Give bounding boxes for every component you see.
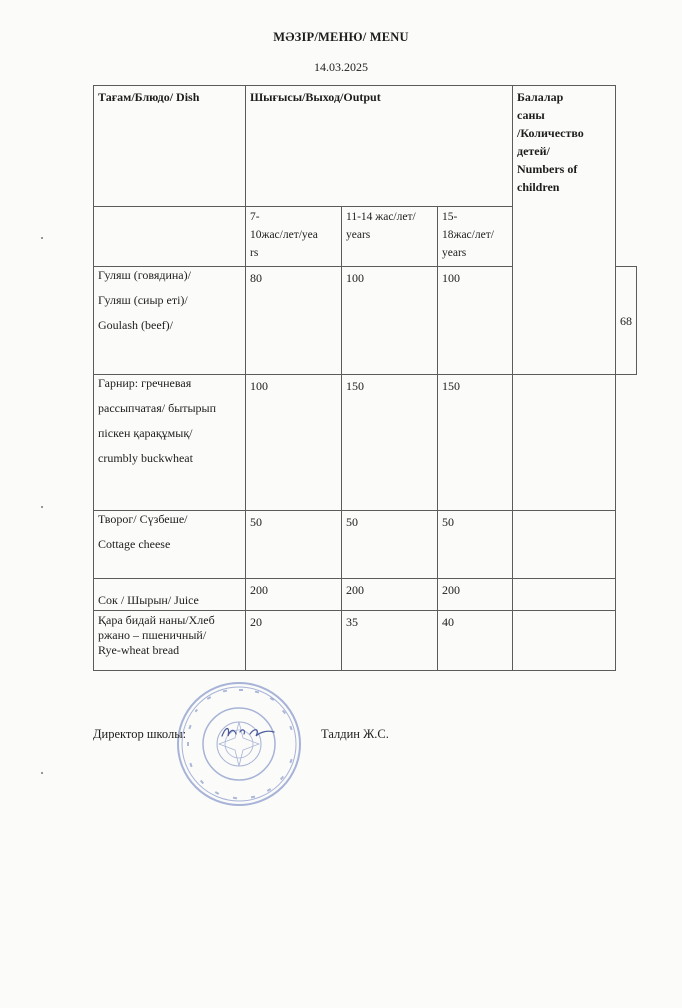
value-11-14: 100 — [342, 267, 438, 375]
header-children-line: Балалар — [517, 90, 564, 104]
dish-line: ржано – пшеничный/ — [98, 628, 207, 642]
value-15-18: 100 — [438, 267, 513, 375]
dish-line: Cottage cheese — [98, 537, 171, 551]
age-line: years — [442, 246, 467, 259]
value-15-18: 50 — [438, 511, 513, 579]
age-group-7-10 — [246, 207, 342, 267]
dish-line: Творог/ Сүзбеше/ — [98, 512, 188, 526]
value-15-18: 150 — [438, 375, 513, 511]
age-line: rs — [250, 246, 259, 259]
scan-speck — [41, 772, 43, 774]
empty-cell — [513, 611, 616, 671]
value-7-10: 50 — [246, 511, 342, 579]
director-name: Талдин Ж.С. — [321, 727, 389, 741]
empty-cell — [94, 207, 246, 267]
table-row — [94, 511, 637, 579]
value-11-14: 35 — [342, 611, 438, 671]
value-15-18: 200 — [438, 579, 513, 611]
dish-cell — [94, 611, 246, 671]
dish-line: піскен қарақұмық/ — [98, 426, 193, 440]
table-row — [94, 611, 637, 671]
page-title: МӘЗІР/МЕНЮ/ MENU — [273, 30, 409, 44]
dish-line: рассыпчатая/ бытырып — [98, 401, 217, 415]
director-label: Директор школы: — [93, 727, 187, 741]
value-11-14: 150 — [342, 375, 438, 511]
scan-speck — [41, 237, 43, 239]
director-signature — [218, 722, 278, 744]
value-7-10: 200 — [246, 579, 342, 611]
menu-table — [93, 85, 637, 671]
menu-date: 14.03.2025 — [314, 60, 368, 74]
header-children-line: children — [517, 180, 560, 194]
scan-speck — [41, 506, 43, 508]
dish-line: Rye-wheat bread — [98, 643, 180, 657]
age-line: 10жас/лет/yea — [250, 228, 318, 241]
header-children-line: Numbers of — [517, 162, 578, 176]
dish-cell — [94, 511, 246, 579]
age-line: 15- — [442, 211, 458, 223]
school-stamp — [175, 680, 303, 808]
value-7-10: 100 — [246, 375, 342, 511]
header-children — [513, 86, 616, 375]
dish-line: Қара бидай наны/Хлеб — [98, 613, 215, 627]
header-children-line: саны — [517, 108, 545, 122]
age-group-15-18 — [438, 207, 513, 267]
age-line: years — [346, 228, 371, 241]
age-group-11-14 — [342, 207, 438, 267]
dish-cell — [94, 267, 246, 375]
value-11-14: 50 — [342, 511, 438, 579]
dish-cell: Сок / Шырын/ Juice — [94, 579, 246, 611]
header-children-line: /Количество — [517, 126, 584, 140]
header-dish: Тағам/Блюдо/ Dish — [94, 86, 246, 207]
age-line: 11-14 жас/лет/ — [346, 211, 416, 223]
empty-cell — [513, 511, 616, 579]
value-7-10: 80 — [246, 267, 342, 375]
value-7-10: 20 — [246, 611, 342, 671]
table-header-row — [94, 86, 637, 207]
value-15-18: 40 — [438, 611, 513, 671]
dish-line: crumbly buckwheat — [98, 451, 193, 465]
table-row — [94, 375, 637, 511]
header-output: Шығысы/Выход/Output — [246, 86, 513, 207]
table-row — [94, 579, 637, 611]
children-count: 68 — [616, 267, 637, 375]
dish-cell — [94, 375, 246, 511]
dish-line: Гуляш (говядина)/ — [98, 268, 191, 282]
value-11-14: 200 — [342, 579, 438, 611]
empty-cell — [513, 375, 616, 511]
dish-line: Гарнир: гречневая — [98, 376, 192, 390]
header-children-line: детей/ — [517, 144, 550, 158]
age-line: 18жас/лет/ — [442, 228, 494, 241]
dish-line: Goulash (beef)/ — [98, 318, 173, 332]
age-line: 7- — [250, 211, 260, 223]
empty-cell — [513, 579, 616, 611]
dish-line: Гуляш (сиыр еті)/ — [98, 293, 188, 307]
